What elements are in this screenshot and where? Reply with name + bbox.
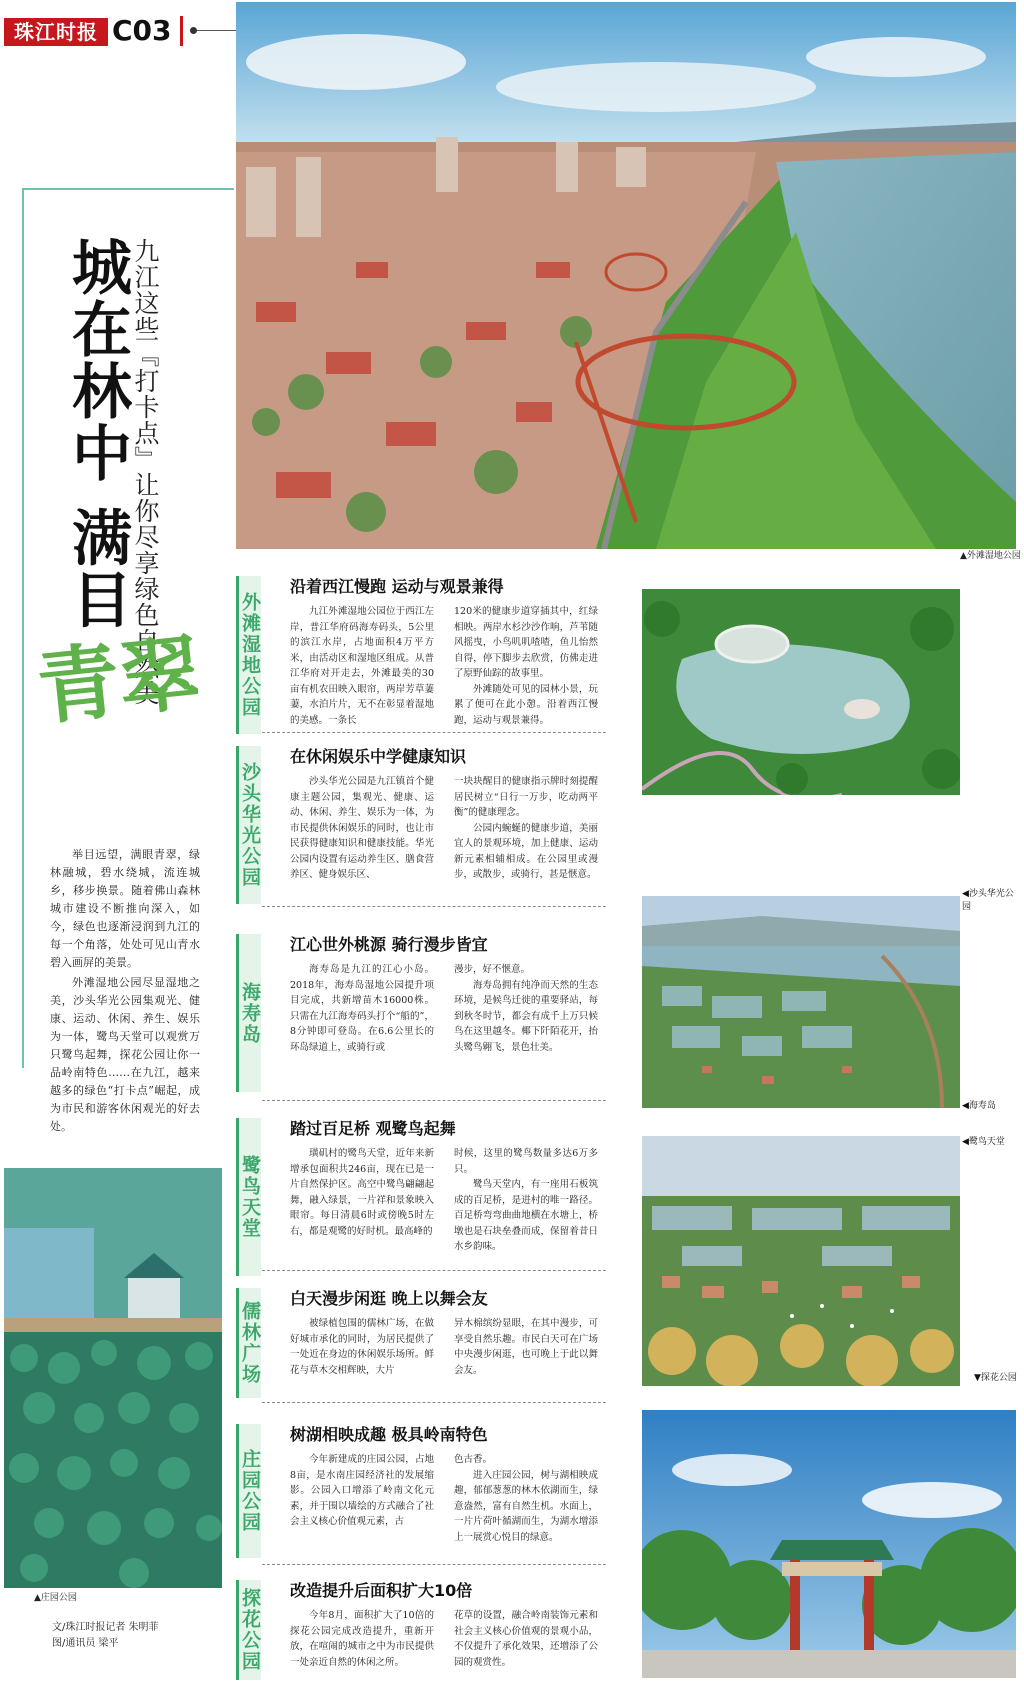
article-body-col2 (454, 1608, 598, 1670)
article-body-col2 (454, 962, 598, 1055)
article-tag: 鹭鸟天堂 (236, 1118, 261, 1276)
article-body-col2 (454, 1452, 598, 1545)
article-body-col1: 海寿岛是九江的江心小岛。2018年，海寿岛湿地公园提升项目完成，共新增苗木16000株。只需在九江海寿码头打个“船的”，8分钟即可登岛。在6.6公里长的环岛绿道上，或骑行或 (290, 964, 434, 1053)
page-number: C03 (112, 14, 172, 47)
photo-egret-paradise (642, 1136, 960, 1386)
intro-paragraph-1: 举目远望，满眼青翠，绿林融城，碧水绕城，流连城乡，移步换景。随着佛山森林城市建设不断推向深入，如今，绿色也逐渐浸润到九江的每一个角落，处处可见山青水碧入画屏的美景。 (50, 848, 200, 969)
hero-photo-waitan-wetland (236, 2, 1016, 549)
article-separator (262, 1402, 606, 1403)
article-body-col1: 今年8月，面积扩大了10倍的探花公园完成改造提升，重新开放，在喧闹的城市之中为市民提供一处亲近自然的休闲之所。 (290, 1610, 434, 1668)
main-title: 城在林中 满目 (62, 236, 132, 631)
article-body-col1: 九江外滩湿地公园位于西江左岸，普江华府码海寿码头，5公里的滨江水岸，占地面积4万平方米，由活动区和湿地区组成。从普江华府对开走去，外滩最美的30亩有机农田映入眼帘，两岸芳草萋萋，水泊片片，无不在彰显着湿地的美感。一条长 (290, 606, 434, 726)
title-frame-left (22, 188, 24, 1068)
calligraphy-char-1: 青翠 (38, 628, 198, 737)
byline (52, 1620, 212, 1652)
article-body-col2-b: 进入庄园公园，树与湖相映成趣，郁郁葱葱的林木依湖而生，绿意盎然，富有自然生机。水面上，一片片荷叶循湖而生，为湖水增添上一展赏心悦目的绿意。 (454, 1469, 598, 1543)
article-tag: 探花公园 (236, 1580, 261, 1680)
caption-haishou: ◀海寿岛 (962, 1101, 996, 1111)
photo-tanhua-park (642, 1410, 1016, 1678)
article-body-col2-b: 外滩随处可见的园林小景，玩累了便可在此小憩。沿着西江慢跑，运动与观景兼得。 (454, 683, 598, 726)
byline-photographer: 图/通讯员 梁平 (52, 1638, 119, 1649)
article-body-col2-a: 花草的设置，融合岭南装饰元素和社会主义核心价值观的景观小品，不仅提升了承化效果，还增添了公园的观赏性。 (454, 1610, 598, 1668)
caption-left-photo: ▲庄园公园 (34, 1593, 77, 1603)
article-body-col2 (454, 1146, 598, 1255)
article-body-col1: 沙头华光公园是九江镇首个健康主题公园，集观光、健康、运动、休闲、养生、娱乐为一体，为市民提供休闲娱乐的同时，也让市民获得健康知识和健康技能。华光公园内设置有运动养生区、膳食营养区、健身娱乐区、 (290, 776, 434, 880)
article-body-col2-b: 鹭鸟天堂内，有一座用石板筑成的百足桥，是进村的唯一路径。百足桥弯弯曲曲地横在水塘上，桥墩也是石块垒叠而成，保留着昔日水乡韵味。 (454, 1179, 598, 1252)
caption-hero: ▲外滩湿地公园 (960, 551, 1021, 561)
article-body-col2-a: 一块块醒目的健康指示牌时刻提醒居民树立“日行一万步，吃动两平衡”的健康理念。 (454, 776, 598, 818)
article-body-col2-a: 时候，这里的鹭鸟数量多达6万多只。 (454, 1148, 598, 1175)
article-zhuangyuan (236, 1424, 606, 1554)
sub-title: 九江这些『打卡点』让你尽享绿色自然美 (131, 238, 160, 706)
article-separator (262, 906, 606, 907)
caption-shatou: ◀沙头华光公园 (962, 889, 1014, 912)
article-body-col2-a: 异木棉缤纷显眼，在其中漫步，可享受自然乐趣。市民白天可在广场中央漫步闲逛，也可晚上于此以舞会友。 (454, 1318, 598, 1376)
article-separator (262, 1100, 606, 1101)
calligraphy-title (38, 628, 198, 818)
article-body-col1: 被绿植包围的儒林广场，在做好城市承化的同时，为居民提供了一处近在身边的休闲娱乐场所。鲜花与草木交相辉映，大片 (290, 1318, 434, 1376)
header-divider-bar (180, 16, 183, 46)
photo-shatou-park (642, 589, 960, 795)
photo-haishou-island (642, 896, 960, 1108)
article-headline: 踏过百足桥 观鹭鸟起舞 (290, 1119, 456, 1138)
article-body-col2-b: 海寿岛拥有纯净而天然的生态环境，是候鸟迁徙的重要驿站，每到秋冬时节，都会有成千上万只候鸟在这里越冬。椰下阡陌花开，抬头鹭鸟翱飞，景色壮美。 (454, 979, 598, 1053)
article-headline: 改造提升后面积扩大10倍 (290, 1581, 473, 1600)
article-body-col2-a: 漫步，好不惬意。 (454, 964, 531, 975)
article-separator (262, 1564, 606, 1565)
article-shatou (236, 746, 606, 896)
caption-egret: ◀鹭鸟天堂 (962, 1137, 1005, 1147)
intro-paragraph-2: 外滩湿地公园尽显湿地之美，沙头华光公园集观光、健康、运动、休闲、养生、娱乐为一体，鹭鸟天堂可以观赏万只鹭鸟起舞，探花公园让你一品岭南特色……在九江，越来越多的绿色“打卡点”崛起，成为市民和游客休闲观光的好去处。 (50, 976, 200, 1133)
article-headline: 树湖相映成趣 极具岭南特色 (290, 1425, 488, 1444)
article-waitan (236, 576, 606, 726)
byline-writer: 文/珠江时报记者 朱明菲 (52, 1622, 159, 1633)
article-tag: 庄园公园 (236, 1424, 261, 1558)
caption-tanhua: ▼探花公园 (974, 1373, 1017, 1383)
article-body-col2-a: 120米的健康步道穿插其中，红绿相映。两岸水杉沙沙作响，芦苇随风摇曳，小鸟叽叽喳喳，鱼儿怡然自得，停下脚步去欣赏，仿佛走进了原野仙踪的故事里。 (454, 606, 598, 679)
article-tanhua (236, 1580, 606, 1676)
article-tag: 儒林广场 (236, 1288, 261, 1398)
article-body-col2 (454, 1316, 598, 1378)
article-headline: 江心世外桃源 骑行漫步皆宜 (290, 935, 488, 954)
article-separator (262, 732, 606, 733)
article-headline: 沿着西江慢跑 运动与观景兼得 (290, 577, 504, 596)
article-body-col1: 今年新建成的庄园公园，占地8亩，是水南庄园经济社的发展缩影。公园入口增添了岭南文化元素，并于围以墙绘的方式融合了社会主义核心价值观元素，古 (290, 1454, 434, 1527)
header-rule-dot-left (190, 27, 197, 34)
article-tag: 海寿岛 (236, 934, 261, 1092)
article-rulin (236, 1288, 606, 1388)
article-headline: 在休闲娱乐中学健康知识 (290, 747, 467, 766)
article-body-col2 (454, 604, 598, 728)
article-body-col1: 璜矶村的鹭鸟天堂，近年来新增承包面积共246亩，现在已是一片自然保护区。高空中鹭鸟翩翩起舞，融入绿景，一片祥和景象映入眼帘。每日清晨6时或傍晚5时左右，都是观鹭的好时机。最高峰的 (290, 1148, 434, 1237)
article-haishou (236, 934, 606, 1084)
article-body-col2-a: 色古香。 (454, 1454, 493, 1465)
article-tag: 外滩湿地公园 (236, 576, 261, 734)
photo-zhuangyuan-park (4, 1168, 222, 1588)
article-tag: 沙头华光公园 (236, 746, 261, 904)
title-frame-top (22, 188, 234, 190)
paper-masthead: 珠江时报 (4, 18, 108, 46)
article-body-col2 (454, 774, 598, 883)
article-separator (262, 1270, 606, 1271)
article-body-col2-b: 公园内蜿蜒的健康步道，美丽宜人的景观环境，加上健康、运动新元素相辅相成。在公园里或漫步，或散步，或骑行，甚是惬意。 (454, 822, 598, 880)
article-headline: 白天漫步闲逛 晚上以舞会友 (290, 1289, 488, 1308)
article-egret (236, 1118, 606, 1268)
